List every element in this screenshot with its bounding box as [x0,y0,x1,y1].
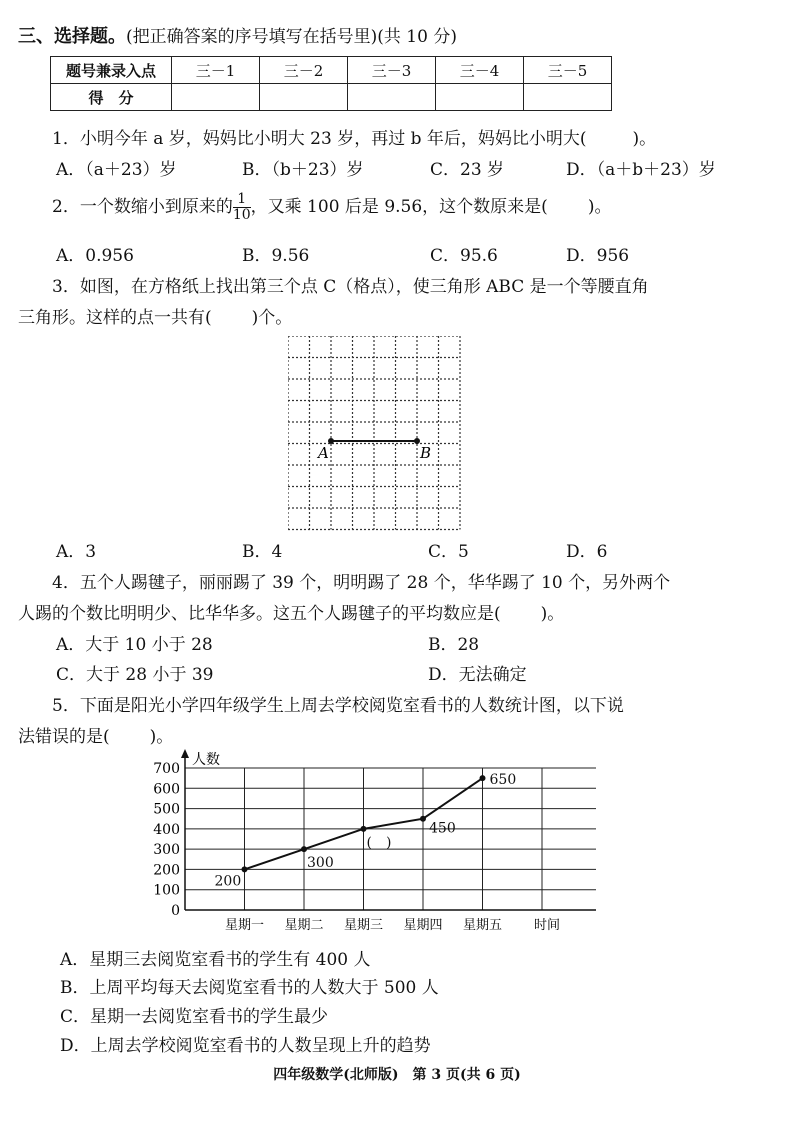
q4-line-1: 4．五个人踢毽子，丽丽踢了 39 个，明明踢了 28 个，华华踢了 10 个，另外两个 [52,573,671,593]
q4-line-2 [18,599,564,624]
q5-option-c: C．星期一去阅览室看书的学生最少 [60,1007,329,1027]
q4-line-2-end: )。 [540,604,565,624]
q4-option-d: D．无法确定 [428,665,527,685]
q1-option-d: D．（a＋b＋23）岁 [566,160,716,180]
q2-fraction-numerator: 1 [233,192,251,208]
q3-option-c: C．5 [428,542,469,562]
q3-option-d: D．6 [566,542,608,562]
score-cell[interactable] [172,84,260,111]
score-cell[interactable] [260,84,348,111]
q4-line-2-text: 人踢的个数比明明少、比华华多。这五个人踢毽子的平均数应是( [18,604,501,624]
section-title-text: 三、选择题。 [18,26,126,47]
chart-y-tick-label: 100 [153,882,180,899]
q2-option-b: B．9.56 [242,246,310,266]
q5-line-2-end: )。 [149,727,174,747]
chart-y-axis-label: 人数 [192,752,220,768]
chart-data-label: ( ) [366,834,392,851]
q4-option-c: C．大于 28 小于 39 [56,665,214,685]
chart-y-tick-label: 500 [153,801,180,818]
chart-data-point [480,775,486,781]
score-row-label: 得 分 [51,84,172,111]
chart-y-tick-label: 300 [153,842,180,859]
chart-y-tick-label: 0 [171,903,180,919]
q1-option-b: B．（b＋23）岁 [242,160,364,180]
q1-stem-end: )。 [632,129,657,149]
square-grid-figure [288,336,464,536]
score-cell[interactable] [348,84,436,111]
chart-x-tick-label: 星期五 [462,918,503,933]
q2-pre-text: 2．一个数缩小到原来的 [52,197,233,217]
question-2-stem [52,192,611,223]
q3-line-2-end: )个。 [251,308,293,328]
chart-x-tick-label: 星期一 [224,918,265,933]
section-note: (把正确答案的序号填写在括号里)(共 10 分) [126,27,457,47]
square-grid-svg [288,336,464,532]
chart-data-label: 650 [489,772,517,789]
chart-x-tick-label: 星期三 [343,918,384,933]
q5-line-2-text: 法错误的是( [18,727,110,747]
score-table-header-row [51,57,612,84]
score-cell[interactable] [524,84,612,111]
chart-data-point [242,866,248,872]
q2-option-c: C．95.6 [430,246,498,266]
chart-data-point [301,846,307,852]
q5-option-b: B．上周平均每天去阅览室看书的人数大于 500 人 [60,978,439,998]
score-table-header-label: 题号兼录入点 [51,57,172,84]
q5-option-d: D．上周去学校阅览室看书的人数呈现上升的趋势 [60,1036,431,1056]
q3-option-b: B．4 [242,542,283,562]
point-a-label: A [318,444,329,462]
point-a-dot [328,438,334,444]
chart-x-axis-label: 时间 [534,918,561,933]
question-1-stem [52,124,656,149]
q5-line-1: 5．下面是阳光小学四年级学生上周去学校阅览室看书的人数统计图，以下说 [52,696,624,716]
score-table-col: 三－3 [348,57,436,84]
q2-option-d: D．956 [566,246,630,266]
chart-data-label: 200 [214,873,242,890]
q4-option-b: B．28 [428,635,480,655]
score-cell[interactable] [436,84,524,111]
q1-stem-text: 1．小明今年 a 岁，妈妈比小明大 23 岁，再过 b 年后，妈妈比小明大( [52,129,587,149]
q4-option-a: A．大于 10 小于 28 [56,635,213,655]
chart-y-tick-label: 700 [153,761,180,777]
q5-option-a: A．星期三去阅览室看书的学生有 400 人 [60,950,371,970]
q3-line-2 [18,303,292,328]
q2-option-a: A．0.956 [56,246,134,266]
score-table [50,56,612,111]
chart-data-point [361,826,367,832]
q3-line-2-text: 三角形。这样的点一共有( [18,308,212,328]
q3-option-a: A．3 [56,542,97,562]
chart-y-tick-label: 200 [153,862,180,879]
score-table-score-row [51,84,612,111]
chart-x-tick-label: 星期二 [284,918,324,933]
line-chart [140,748,600,942]
chart-data-label: 300 [307,855,334,872]
q2-post-text: ，又乘 100 后是 9.56，这个数原来是( [250,197,548,217]
score-table-col: 三－2 [260,57,348,84]
chart-data-point [420,816,426,822]
q5-line-2 [18,722,173,747]
q1-option-a: A．（a＋23）岁 [56,160,177,180]
score-table-col: 三－4 [436,57,524,84]
q2-fraction-denominator: 10 [232,207,251,223]
chart-data-label: 450 [429,820,456,837]
section-title [18,22,457,48]
q2-stem-end: )。 [587,197,612,217]
chart-y-axis-arrow [181,749,189,758]
q2-fraction [233,192,251,223]
q1-option-c: C．23 岁 [430,160,505,180]
chart-x-tick-label: 星期四 [403,918,443,933]
line-chart-svg [140,748,600,938]
grid-lines [288,336,460,530]
page-footer: 四年级数学(北师版) 第 3 页(共 6 页) [273,1067,521,1083]
score-table-col: 三－1 [172,57,260,84]
score-table-col: 三－5 [524,57,612,84]
q3-line-1: 3．如图，在方格纸上找出第三个点 C（格点），使三角形 ABC 是一个等腰直角 [52,277,649,297]
point-b-label: B [420,444,432,462]
chart-y-tick-label: 600 [153,781,180,798]
chart-y-tick-label: 400 [153,821,180,838]
